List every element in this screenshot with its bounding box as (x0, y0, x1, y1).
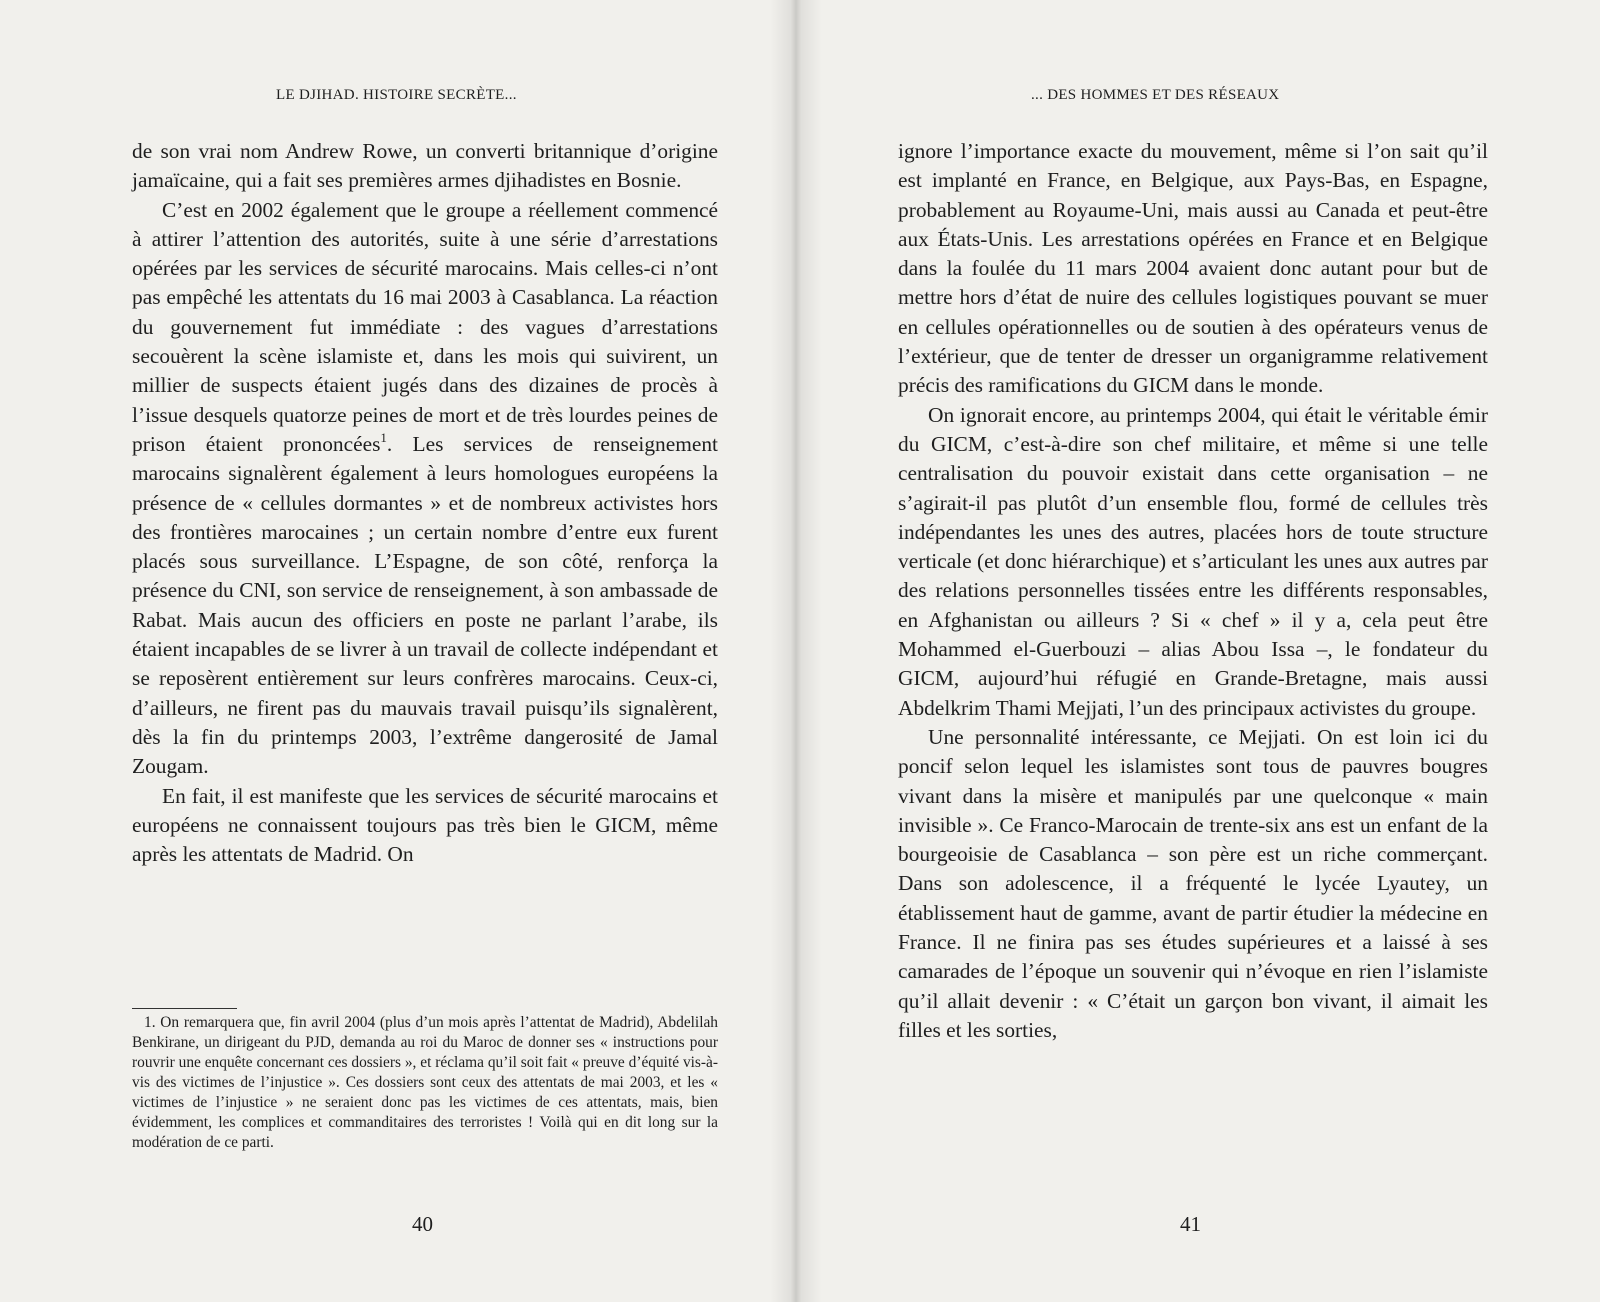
book-gutter (770, 0, 822, 1302)
running-head-left: LE DJIHAD. HISTOIRE SECRÈTE... (276, 87, 517, 103)
paragraph (132, 196, 718, 782)
paragraph: de son vrai nom Andrew Rowe, un converti britannique d’origine jamaïcaine, qui a fait ses premières armes djihadistes en Bosnie. (132, 139, 718, 193)
running-head-right: ... DES HOMMES ET DES RÉSEAUX (1031, 87, 1280, 103)
paragraph: Une personnalité intéressante, ce Mejjati. On est loin ici du poncif selon lequel les islamistes sont tous de pauvres bougres vivant dans la misère et manipulés par une quelconque « main invisible ». Ce Franco-Marocain de trente-six ans est un enfant de la bourgeoisie de Casablanca – son père est un riche commerçant. Dans son adolescence, il a fréquenté le lycée Lyautey, un établissement haut de gamme, avant de partir étudier la médecine en France. Il ne finira pas ses études supérieures et a laissé à ses camarades de l’époque un souvenir qui n’évoque en rien l’islamiste qu’il allait devenir : « C’était un garçon bon vivant, il aimait les filles et les sorties, (898, 724, 1488, 1042)
page-number-right: 41 (1180, 1212, 1201, 1236)
right-page (796, 0, 1600, 1302)
paragraph: En fait, il est manifeste que les services de sécurité marocains et européens ne connaissent toujours pas très bien le GICM, même après les attentats de Madrid. On (132, 783, 718, 867)
footnote-reference[interactable]: 1 (380, 429, 387, 445)
footnote: 1. On remarquera que, fin avril 2004 (plus d’un mois après l’attentat de Madrid), Abdelilah Benkirane, un dirigeant du PJD, demanda au roi du Maroc de donner ses « instructions pour rouvrir une enquête concernant ces dossiers », et réclama qu’il soit fait « preuve d’équité vis-à-vis des victimes de l’injustice ». Ces dossiers sont ceux des attentats de mai 2003, et les « victimes de l’injustice » ne seraient donc pas les victimes de ces attentats, mais, bien évidemment, les complices et commanditaires des terroristes ! Voilà qui en dit long sur la modération de ce parti. (132, 1014, 718, 1151)
left-body-text (132, 137, 718, 869)
paragraph-text: . Les services de renseignement marocains signalèrent également à leurs homologues européens la présence de « cellules dormantes » et de nombreux activistes hors des frontières marocaines ; un certain nombre d’entre eux furent placés sous surveillance. L’Espagne, de son côté, renforça la présence du CNI, son service de renseignement, à son ambassade de Rabat. Mais aucun des officiers en poste ne parlant l’arabe, ils étaient incapables de se livrer à un travail de collecte indépendant et se reposèrent entièrement sur leurs confrères marocains. Ceux-ci, d’ailleurs, ne firent pas du mauvais travail puisqu’ils signalèrent, dès la fin du printemps 2003, l’extrême dangerosité de Jamal Zougam. (132, 431, 719, 779)
paragraph: ignore l’importance exacte du mouvement, même si l’on sait qu’il est implanté en France, en Belgique, aux Pays-Bas, en Espagne, probablement au Royaume-Uni, mais aussi au Canada et peut-être aux États-Unis. Les arrestations opérées en France et en Belgique dans la foulée du 11 mars 2004 avaient donc autant pour but de mettre hors d’état de nuire des cellules logistiques pouvant se muer en cellules opérationnelles ou de soutien à des opérateurs venus de l’extérieur, que de tenter de dresser un organigramme relativement précis des ramifications du GICM dans le monde. (898, 139, 1488, 398)
paragraph-text: C’est en 2002 également que le groupe a réellement commencé à attirer l’attention des autorités, suite à une série d’arrestations opérées par les services de sécurité marocains. Mais celles-ci n’ont pas empêché les attentats du 16 mai 2003 à Casablanca. La réaction du gouvernement fut immédiate : des vagues d’arrestations secouèrent la scène islamiste et, dans les mois qui suivirent, un millier de suspects étaient jugés dans des dizaines de procès à l’issue desquels quatorze peines de mort et de très lourdes peines de prison étaient prononcées (132, 197, 718, 456)
page-number-left: 40 (412, 1212, 433, 1236)
footnote-divider (132, 1008, 237, 1009)
paragraph: On ignorait encore, au printemps 2004, qui était le véritable émir du GICM, c’est-à-dire son chef militaire, et même si une telle centralisation du pouvoir existait dans cette organisation – ne s’agirait-il pas plutôt d’un ensemble flou, formé de cellules très indépendantes les unes des autres, placées hors de toute structure verticale (et donc hiérarchique) et s’articulant les unes aux autres par des relations personnelles tissées entre les différents responsables, en Afghanistan ou ailleurs ? Si « chef » il y a, cela peut être Mohammed el-Guerbouzi – alias Abou Issa –, le fondateur du GICM, aujourd’hui réfugié en Grande-Bretagne, mais aussi Abdelkrim Thami Mejjati, l’un des principaux activistes du groupe. (898, 402, 1488, 720)
right-body-text (898, 137, 1488, 1045)
left-page (0, 0, 796, 1302)
